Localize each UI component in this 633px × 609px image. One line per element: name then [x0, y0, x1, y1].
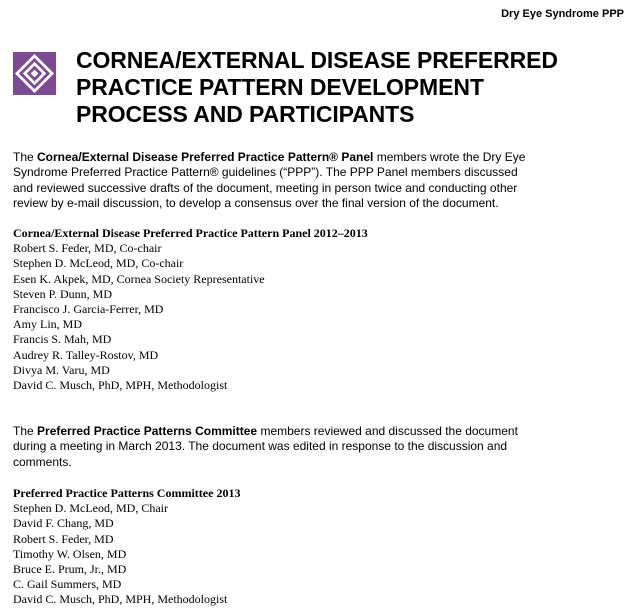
paragraph-line: Syndrome Preferred Practice Pattern® guidelines (“PPP”). The PPP Panel members discussed: [13, 165, 518, 180]
roster-member: Stephen D. McLeod, MD, Chair: [13, 501, 168, 516]
paragraph-line: [13, 424, 625, 439]
roster-member: C. Gail Summers, MD: [13, 577, 122, 592]
panel-name-bold: Cornea/External Disease Preferred Practice Pattern® Panel: [37, 150, 374, 164]
paragraph-line: during a meeting in March 2013. The document was edited in response to the discussion and: [13, 439, 508, 454]
roster-member: Francisco J. Garcia-Ferrer, MD: [13, 302, 164, 317]
roster-member: David F. Chang, MD: [13, 516, 114, 531]
roster-member: Divya M. Varu, MD: [13, 362, 110, 377]
roster-member: Timothy W. Olsen, MD: [13, 546, 127, 561]
roster-member: Amy Lin, MD: [13, 317, 82, 332]
paragraph-line: and reviewed successive drafts of the document, meeting in person twice and conducting other: [13, 180, 518, 195]
page-title: [76, 47, 616, 128]
roster-member: Stephen D. McLeod, MD, Co-chair: [13, 256, 184, 271]
panel-roster-heading: Cornea/External Disease Preferred Practice Pattern Panel 2012–2013: [13, 226, 368, 240]
panel-roster: [13, 226, 368, 393]
paragraph-line: review by e-mail discussion, to develop a consensus over the final version of the document.: [13, 196, 499, 211]
roster-member: Steven P. Dunn, MD: [13, 286, 113, 301]
roster-member: Esen K. Akpek, MD, Cornea Society Representative: [13, 271, 265, 286]
paragraph-line: comments.: [13, 454, 72, 469]
paragraph-text: members wrote the Dry Eye: [373, 150, 526, 164]
roster-member: Francis S. Mah, MD: [13, 332, 112, 347]
nested-diamond-logo-icon: [13, 52, 56, 95]
paragraph-line: [13, 150, 625, 165]
paragraph-text: members reviewed and discussed the document: [257, 424, 518, 438]
roster-member: Bruce E. Prum, Jr., MD: [13, 562, 127, 577]
committee-name-bold: Preferred Practice Patterns Committee: [37, 424, 258, 438]
roster-member: David C. Musch, PhD, MPH, Methodologist: [13, 378, 228, 393]
roster-member: David C. Musch, PhD, MPH, Methodologist: [13, 592, 228, 607]
panel-intro-paragraph: [13, 150, 625, 212]
roster-member: Audrey R. Talley-Rostov, MD: [13, 347, 159, 362]
committee-roster: [13, 486, 240, 608]
roster-member: Robert S. Feder, MD: [13, 531, 114, 546]
page-title-line: PRACTICE PATTERN DEVELOPMENT: [76, 74, 484, 100]
committee-roster-heading: Preferred Practice Patterns Committee 2013: [13, 486, 241, 500]
roster-member: Robert S. Feder, MD, Co-chair: [13, 241, 162, 256]
paragraph-text: The: [13, 424, 38, 438]
paragraph-text: The: [13, 150, 38, 164]
page-title-line: CORNEA/EXTERNAL DISEASE PREFERRED: [76, 47, 558, 73]
committee-intro-paragraph: [13, 424, 625, 470]
page-title-line: PROCESS AND PARTICIPANTS: [76, 101, 415, 127]
running-header: Dry Eye Syndrome PPP: [501, 8, 624, 20]
